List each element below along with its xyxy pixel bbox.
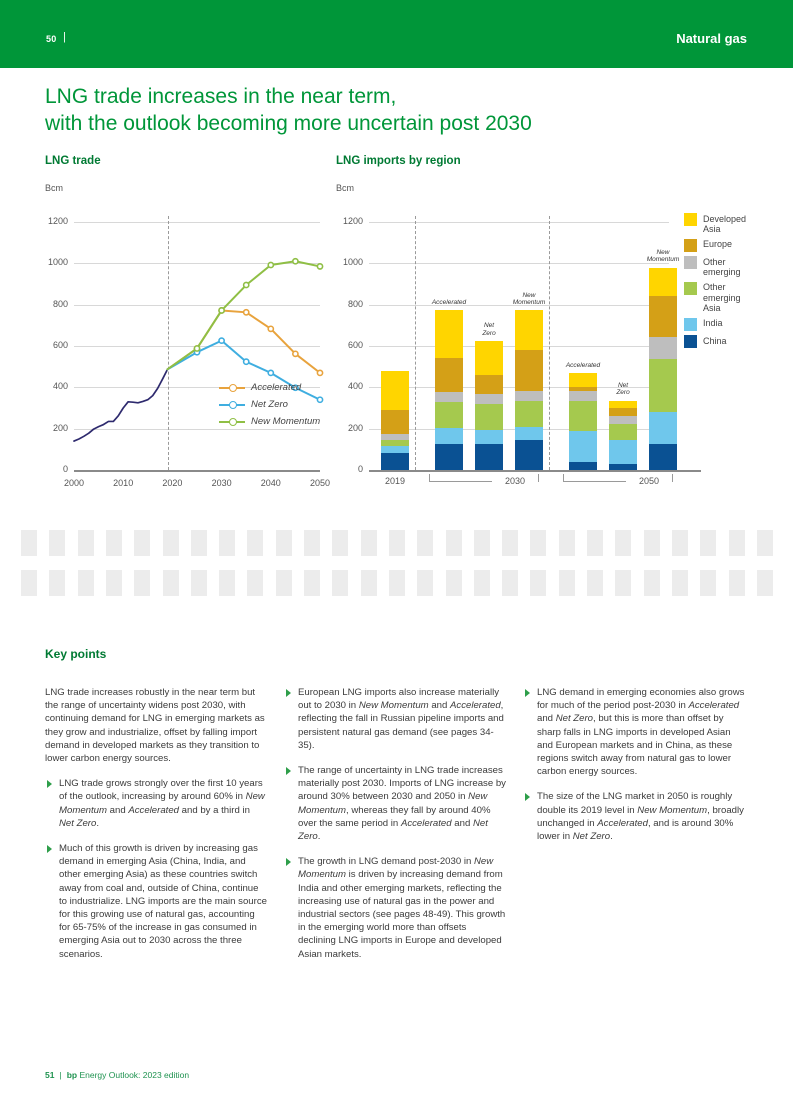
chart2-segment-china (609, 464, 637, 470)
chart2-segment-india (609, 440, 637, 464)
chart2-segment-other-emerging (435, 392, 463, 401)
chart1-marker (293, 259, 298, 264)
chart2-bar-0 (381, 222, 409, 470)
chart2-bar-label-2: Net Zero (482, 322, 496, 337)
chart1-marker (244, 310, 249, 315)
chart1-x-tick-label: 2000 (63, 478, 85, 488)
decorative-square (247, 570, 263, 596)
chart2-legend-swatch-2 (684, 256, 697, 269)
chart2-segment-china (435, 444, 463, 470)
chart1-marker (268, 370, 273, 375)
chart1-y-tick-label: 0 (62, 464, 68, 474)
chart1-marker (317, 397, 322, 402)
key-point-intro: LNG trade increases robustly in the near term but the range of uncertainty widens post 2030, with continuing demand for LNG in emerging markets as they grow and industrialize, offset by falling import demand in developed markets as they transition to lower carbon energy sources. (45, 687, 265, 765)
chart1-plot-area (47, 216, 331, 488)
chart2-y-tick-label: 1000 (342, 257, 363, 268)
decorative-square (700, 530, 716, 556)
chart2-legend-swatch-1 (684, 239, 697, 252)
chart2-segment-other-emerging-asia (381, 440, 409, 446)
chart1-y-tick-label: 1000 (47, 257, 68, 268)
chart1-x-tick-label: 2050 (309, 478, 331, 488)
decorative-square (163, 530, 179, 556)
decorative-square (559, 570, 575, 596)
chart1-legend-label-0: Accelerated (251, 382, 302, 393)
decorative-square (21, 530, 37, 556)
chart2-group-divider-2 (549, 216, 550, 470)
decorative-square (502, 570, 518, 596)
chart2-segment-developed-asia (435, 310, 463, 358)
chart2-segment-china (649, 444, 677, 470)
chart2-bar-5 (609, 222, 637, 470)
footer-brand: bp (66, 1070, 78, 1080)
decorative-square (332, 530, 348, 556)
chart1-x-tick-label: 2010 (113, 478, 134, 488)
decorative-square (729, 570, 745, 596)
chart2-legend-label-0: Developed Asia (703, 213, 747, 234)
decorative-square (134, 530, 150, 556)
decorative-square (446, 570, 462, 596)
chart2-group-divider-1 (415, 216, 416, 470)
chart2-segment-other-emerging (649, 337, 677, 360)
decorative-square (361, 530, 377, 556)
chart2-segment-other-emerging (381, 434, 409, 440)
chart-lng-trade (45, 155, 345, 495)
chart2-y-tick-label: 600 (347, 340, 363, 350)
chart1-title: LNG trade (45, 155, 101, 167)
chart2-bar-4 (569, 222, 597, 470)
chart1-marker (194, 346, 199, 351)
chart1-legend-marker-1 (229, 401, 237, 409)
page-title-line-2: with the outlook becoming more uncertain post 2030 (45, 112, 532, 135)
decorative-square (446, 530, 462, 556)
chart2-legend-label-4: India (703, 318, 723, 328)
decorative-square (78, 530, 94, 556)
decorative-square (163, 570, 179, 596)
chart2-bar-1 (435, 222, 463, 470)
decorative-square (700, 570, 716, 596)
chart1-x-tick-label: 2030 (211, 478, 232, 488)
decorative-square (587, 530, 603, 556)
chart2-plot-area (342, 216, 680, 486)
footer-page-number: 51 (45, 1070, 55, 1080)
decorative-square (21, 570, 37, 596)
chart1-legend-marker-2 (229, 418, 237, 426)
decorative-square (49, 530, 65, 556)
chart2-legend-label-2: Other emerging (703, 256, 741, 277)
page-title (45, 83, 745, 137)
chart2-segment-other-emerging (609, 416, 637, 424)
chart1-y-tick-label: 200 (52, 422, 68, 433)
chart2-bar-label-1: Accelerated (431, 299, 467, 307)
chart2-segment-other-emerging (515, 391, 543, 401)
chart2-y-tick-label: 200 (347, 422, 363, 433)
page-footer (45, 1070, 189, 1080)
decorative-square (672, 530, 688, 556)
chart2-segment-china (381, 453, 409, 470)
chart2-segment-developed-asia (475, 341, 503, 374)
chart2-legend-swatch-3 (684, 282, 697, 295)
chart2-segment-europe (475, 375, 503, 395)
chart1-legend-label-2: New Momentum (251, 416, 321, 427)
decorative-square (757, 530, 773, 556)
chart2-legend-swatch-4 (684, 318, 697, 331)
chart2-x-axis (369, 470, 701, 472)
decorative-square (191, 570, 207, 596)
chart1-marker (244, 282, 249, 287)
decorative-square (615, 530, 631, 556)
chart2-segment-india (515, 427, 543, 440)
header-separator: | (63, 31, 66, 43)
decorative-square-band (0, 530, 793, 600)
chart1-y-tick-label: 400 (52, 381, 68, 392)
chart2-segment-india (569, 431, 597, 462)
chart2-bar-3 (515, 222, 543, 470)
decorative-square (417, 530, 433, 556)
chart2-segment-india (649, 412, 677, 443)
key-points-column-1 (45, 686, 267, 973)
decorative-square (332, 570, 348, 596)
chart2-y-tick-label: 1200 (342, 216, 363, 226)
chart1-x-tick-label: 2020 (162, 478, 183, 488)
chart2-y-tick-label: 800 (347, 298, 363, 309)
chart2-segment-europe (435, 358, 463, 392)
key-point-bullet: European LNG imports also increase materially out to 2030 in New Momentum and Accelerated, reflecting the fall in Russian pipeline imports and persistent natural gas demand (see pages 34-35). (284, 686, 506, 752)
decorative-square (361, 570, 377, 596)
chart2-y-tick-label: 0 (357, 464, 363, 474)
chart2-bar-label-4: Accelerated (565, 362, 601, 370)
chart2-legend-label-3: Other emerging Asia (703, 282, 741, 313)
decorative-square (474, 570, 490, 596)
chart2-bar-label-6: New Momentum (646, 248, 680, 264)
decorative-square (474, 530, 490, 556)
chart1-x-tick-label: 2040 (260, 478, 281, 488)
chart1-marker (268, 262, 273, 267)
chart2-title: LNG imports by region (336, 155, 461, 167)
chart2-segment-other-emerging (569, 391, 597, 401)
decorative-square (530, 570, 546, 596)
decorative-square (276, 530, 292, 556)
chart2-segment-china (569, 462, 597, 470)
decorative-square (644, 570, 660, 596)
decorative-square (106, 530, 122, 556)
chart2-group-label-2: 2050 (626, 476, 672, 486)
chart2-segment-europe (649, 296, 677, 337)
chart2-segment-developed-asia (649, 268, 677, 296)
key-point-bullet: Much of this growth is driven by increasing gas demand in emerging Asia (China, India, and other emerging Asia) as these countries switch away from coal and, outside of China, continue to industrialize. LNG imports are the main source for this growing use of natural gas, accounting for 65-75% of the increase in gas consumed in emerging Asia out to 2030 across the three scenarios. (45, 842, 267, 961)
chart1-legend-marker-0 (229, 384, 237, 392)
chart-lng-imports-by-region (336, 155, 793, 495)
decorative-square (219, 570, 235, 596)
decorative-square (389, 570, 405, 596)
chart2-segment-other-emerging-asia (475, 404, 503, 429)
decorative-square (304, 570, 320, 596)
chart2-bar-2 (475, 222, 503, 470)
chart2-segment-china (475, 444, 503, 470)
decorative-square (644, 530, 660, 556)
decorative-square (502, 530, 518, 556)
chart1-y-tick-label: 800 (52, 298, 68, 309)
decorative-square (729, 530, 745, 556)
decorative-square (78, 570, 94, 596)
decorative-square (587, 570, 603, 596)
header-page-number: 50 (46, 34, 57, 44)
key-point-bullet: The range of uncertainty in LNG trade increases materially post 2030. Imports of LNG increase by around 30% between 2030 and 2050 in New Momentum, whereas they fall by around 40% over the same period in Accelerated and Net Zero. (284, 764, 506, 843)
page-header (0, 0, 793, 68)
chart1-marker (244, 359, 249, 364)
chart1-legend-label-1: Net Zero (251, 399, 288, 410)
chart2-segment-china (515, 440, 543, 470)
chart2-segment-india (381, 446, 409, 453)
chart2-segment-developed-asia (569, 373, 597, 386)
chart2-segment-other-emerging-asia (515, 401, 543, 426)
chart2-segment-other-emerging-asia (569, 401, 597, 431)
chart1-series-svg (74, 222, 328, 478)
chart1-line-history (74, 369, 167, 441)
key-points-heading: Key points (45, 647, 107, 661)
decorative-square (757, 570, 773, 596)
chart1-y-tick-label: 1200 (47, 216, 68, 226)
decorative-square (559, 530, 575, 556)
decorative-square (615, 570, 631, 596)
chart2-bar-label-5: Net Zero (616, 381, 630, 397)
chart2-legend-label-1: Europe (703, 239, 733, 249)
chart2-segment-developed-asia (609, 401, 637, 408)
decorative-square (247, 530, 263, 556)
decorative-square (672, 570, 688, 596)
key-point-bullet: The size of the LNG market in 2050 is roughly double its 2019 level in New Momentum, broadly unchanged in Accelerated, and is around 30% lower in Net Zero. (523, 790, 745, 843)
decorative-square (389, 530, 405, 556)
chart1-y-tick-label: 600 (52, 340, 68, 350)
chart1-marker (293, 351, 298, 356)
chart2-segment-europe (569, 387, 597, 392)
footer-text: Energy Outlook: 2023 edition (79, 1070, 190, 1080)
chart1-marker (317, 370, 322, 375)
chart2-bar-label-3: New Momentum (512, 291, 546, 306)
header-section-title: Natural gas (676, 31, 747, 46)
decorative-square (49, 570, 65, 596)
chart2-segment-europe (381, 410, 409, 434)
decorative-square (106, 570, 122, 596)
key-point-bullet: LNG trade grows strongly over the first 10 years of the outlook, increasing by around 60% in New Momentum and Accelerated and by a third in Net Zero. (45, 777, 267, 830)
decorative-square (134, 570, 150, 596)
key-point-bullet: The growth in LNG demand post-2030 in New Momentum is driven by increasing demand from India and other emerging markets, reflecting the increasing use of natural gas in the power and industrial sectors (see pages 48-49). This growth in the emerging world more than offsets declining LNG imports in Europe and developed Asian markets. (284, 855, 506, 961)
chart2-legend-swatch-0 (684, 213, 697, 226)
decorative-square (417, 570, 433, 596)
chart2-segment-other-emerging (475, 394, 503, 404)
chart2-legend-swatch-5 (684, 335, 697, 348)
chart2-segment-india (475, 430, 503, 444)
chart2-y-tick-label: 400 (347, 381, 363, 392)
decorative-square (530, 530, 546, 556)
decorative-square (191, 530, 207, 556)
page-title-line-1: LNG trade increases in the near term, (45, 85, 397, 108)
chart2-segment-other-emerging-asia (435, 402, 463, 429)
chart2-segment-other-emerging-asia (649, 359, 677, 412)
key-point-bullet: LNG demand in emerging economies also grows for much of the period post-2030 in Accelerated and Net Zero, but this is more than offset by sharp falls in LNG imports in developed Asian and European markets and in China, as these regions switch away from natural gas to lower carbon energy sources. (523, 686, 745, 778)
chart1-unit-label: Bcm (45, 183, 63, 193)
chart2-segment-other-emerging-asia (609, 424, 637, 440)
decorative-square (276, 570, 292, 596)
chart2-group-label-0: 2019 (372, 476, 418, 486)
footer-separator: | (59, 1070, 62, 1080)
chart2-segment-europe (609, 408, 637, 416)
chart2-unit-label: Bcm (336, 183, 354, 193)
decorative-square (304, 530, 320, 556)
chart2-group-label-1: 2030 (492, 476, 538, 486)
decorative-square (219, 530, 235, 556)
key-points-column-3 (523, 686, 745, 855)
key-points-column-2 (284, 686, 506, 973)
chart2-segment-europe (515, 350, 543, 391)
chart2-segment-developed-asia (381, 371, 409, 410)
chart1-marker (268, 326, 273, 331)
chart1-marker (219, 308, 224, 313)
chart2-segment-india (435, 428, 463, 443)
chart1-marker (219, 338, 224, 343)
chart2-segment-developed-asia (515, 310, 543, 350)
chart2-legend-label-5: China (703, 335, 727, 346)
